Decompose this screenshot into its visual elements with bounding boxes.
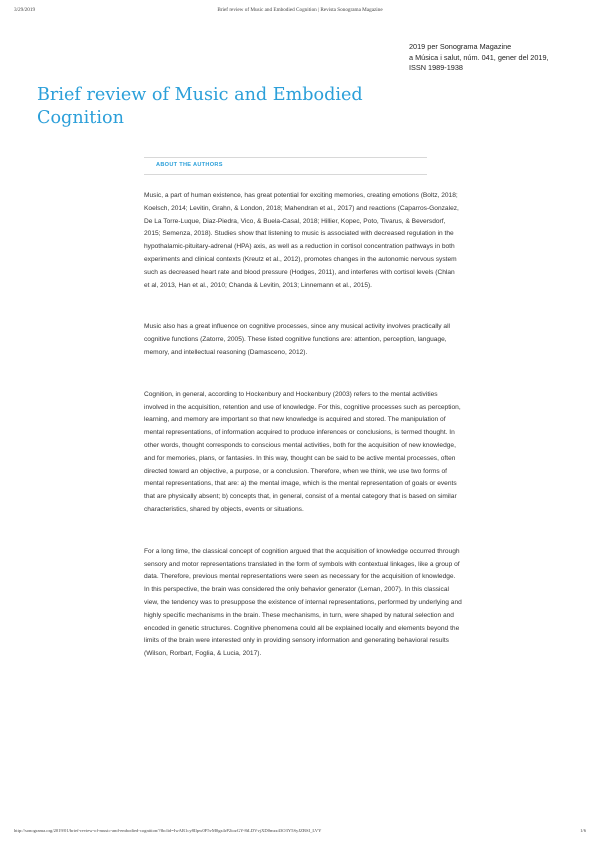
paragraph: Music, a part of human existence, has great potential for exciting memories, creating emotions (Boltz, 2018; Koelsch, 2014; Levitin, Grahn, & London, 2018; Mahendran et al., 2017) and reactions (Caparros-Gonzalez, De La Torre-Luque, Diaz-Piedra, Vico, & Buela-Casal, 2018; Hillier, Kopec, Poto, Tivarus, & Beversdorf, 2015; Semenza, 2018). Studies show that listening to music is associated with decreased regulation in the hypothalamic-pituitary-adrenal (HPA) axis, as well as a reduction in cortisol concentration pathways in both experiments and clinical contexts (Kreutz et al., 2012), promotes changes in the autonomic nervous system such as decreased heart rate and blood pressure (Hodges, 2011), and interferes with cortisol levels (Chlan et al, 2013, Han et al., 2010; Chanda & Levitin, 2013; Linnemann et al., 2015). — [144, 192, 459, 289]
meta-line-issn: ISSN 1989-1938 — [409, 63, 463, 72]
paragraph: For a long time, the classical concept of cognition argued that the acquisition of knowledge occurred through sensory and motor representations translated in the form of symbols with contextual linkages, like a group of data. Therefore, previous mental representations were seen as necessary for the acquisition of knowledge. In this perspective, the brain was considered the only behavior generator (Leman, 2007). In this classical view, the tendency was to presuppose the existence of internal representations, performed by underlying and highly specific mechanisms in the brain. These mechanisms, in turn, were shaped by natural selection and encoded in genetic structures. Cognitive phenomena could all be explained locally and elements beyond the limits of the brain were interested only in providing sensory information and generating behavioral results (Wilson, Rorbart, Foglia, & Lucia, 2017). — [144, 547, 462, 658]
print-page-title: Brief review of Music and Embodied Cognition | Revista Sonograma Magazine — [217, 7, 383, 13]
meta-line-publisher: 2019 per Sonograma Magazine — [409, 42, 512, 51]
article-title: Brief review of Music and Embodied Cognition — [37, 85, 363, 128]
meta-line-issue: a Música i salut, núm. 041, gener del 2019, — [409, 52, 549, 62]
print-date: 3/29/2019 — [14, 7, 36, 13]
about-authors-label[interactable]: ABOUT THE AUTHORS — [156, 162, 223, 168]
publication-meta — [409, 42, 549, 74]
paragraph: Cognition, in general, according to Hockenbury and Hockenbury (2003) refers to the mental activities involved in the acquisition, retention and use of knowledge. For this, cognitive processes such as perception, learning, and memory are important so that new knowledge is acquired and stored. The manipulation of mental representations, of information acquired to produce inferences or conclusions, is termed thought. In other words, thought corresponds to conscious mental activities, both for the acquisition of new knowledge, and for memories, plans, or fantasies. In this way, thought can be said to be active mental processes, often directed toward an objective, a purpose, or a conclusion. Therefore, when we think, we use two forms of mental representations, that are: a) the mental image, which is the mental representation of goals or events that are physically absent; b) concepts that, in general, consist of a mental category that is based on similar characteristics, shared by objects, events or situations. — [144, 390, 461, 513]
paragraph: Music also has a great influence on cognitive processes, since any musical activity involves practically all cognitive functions (Zatorre, 2005). These listed cognitive functions are: attention, perception, language, memory, and intellectual reasoning (Damasceno, 2012). — [144, 323, 451, 356]
print-footer — [14, 828, 586, 838]
page-url: http://sonograma.org/2019/01/brief-review-of-music-and-embodied-cognition/?fbclid=IwAR1cy8Ilpw0F5vM0gz4rP2iozGY-8tLDVvjXD0mzz43O3Y5SyJZBSI_LVY — [14, 828, 322, 833]
about-authors-tab[interactable] — [144, 157, 427, 175]
article-body — [144, 190, 462, 690]
print-header — [14, 7, 586, 17]
page-number: 1/6 — [580, 828, 586, 833]
